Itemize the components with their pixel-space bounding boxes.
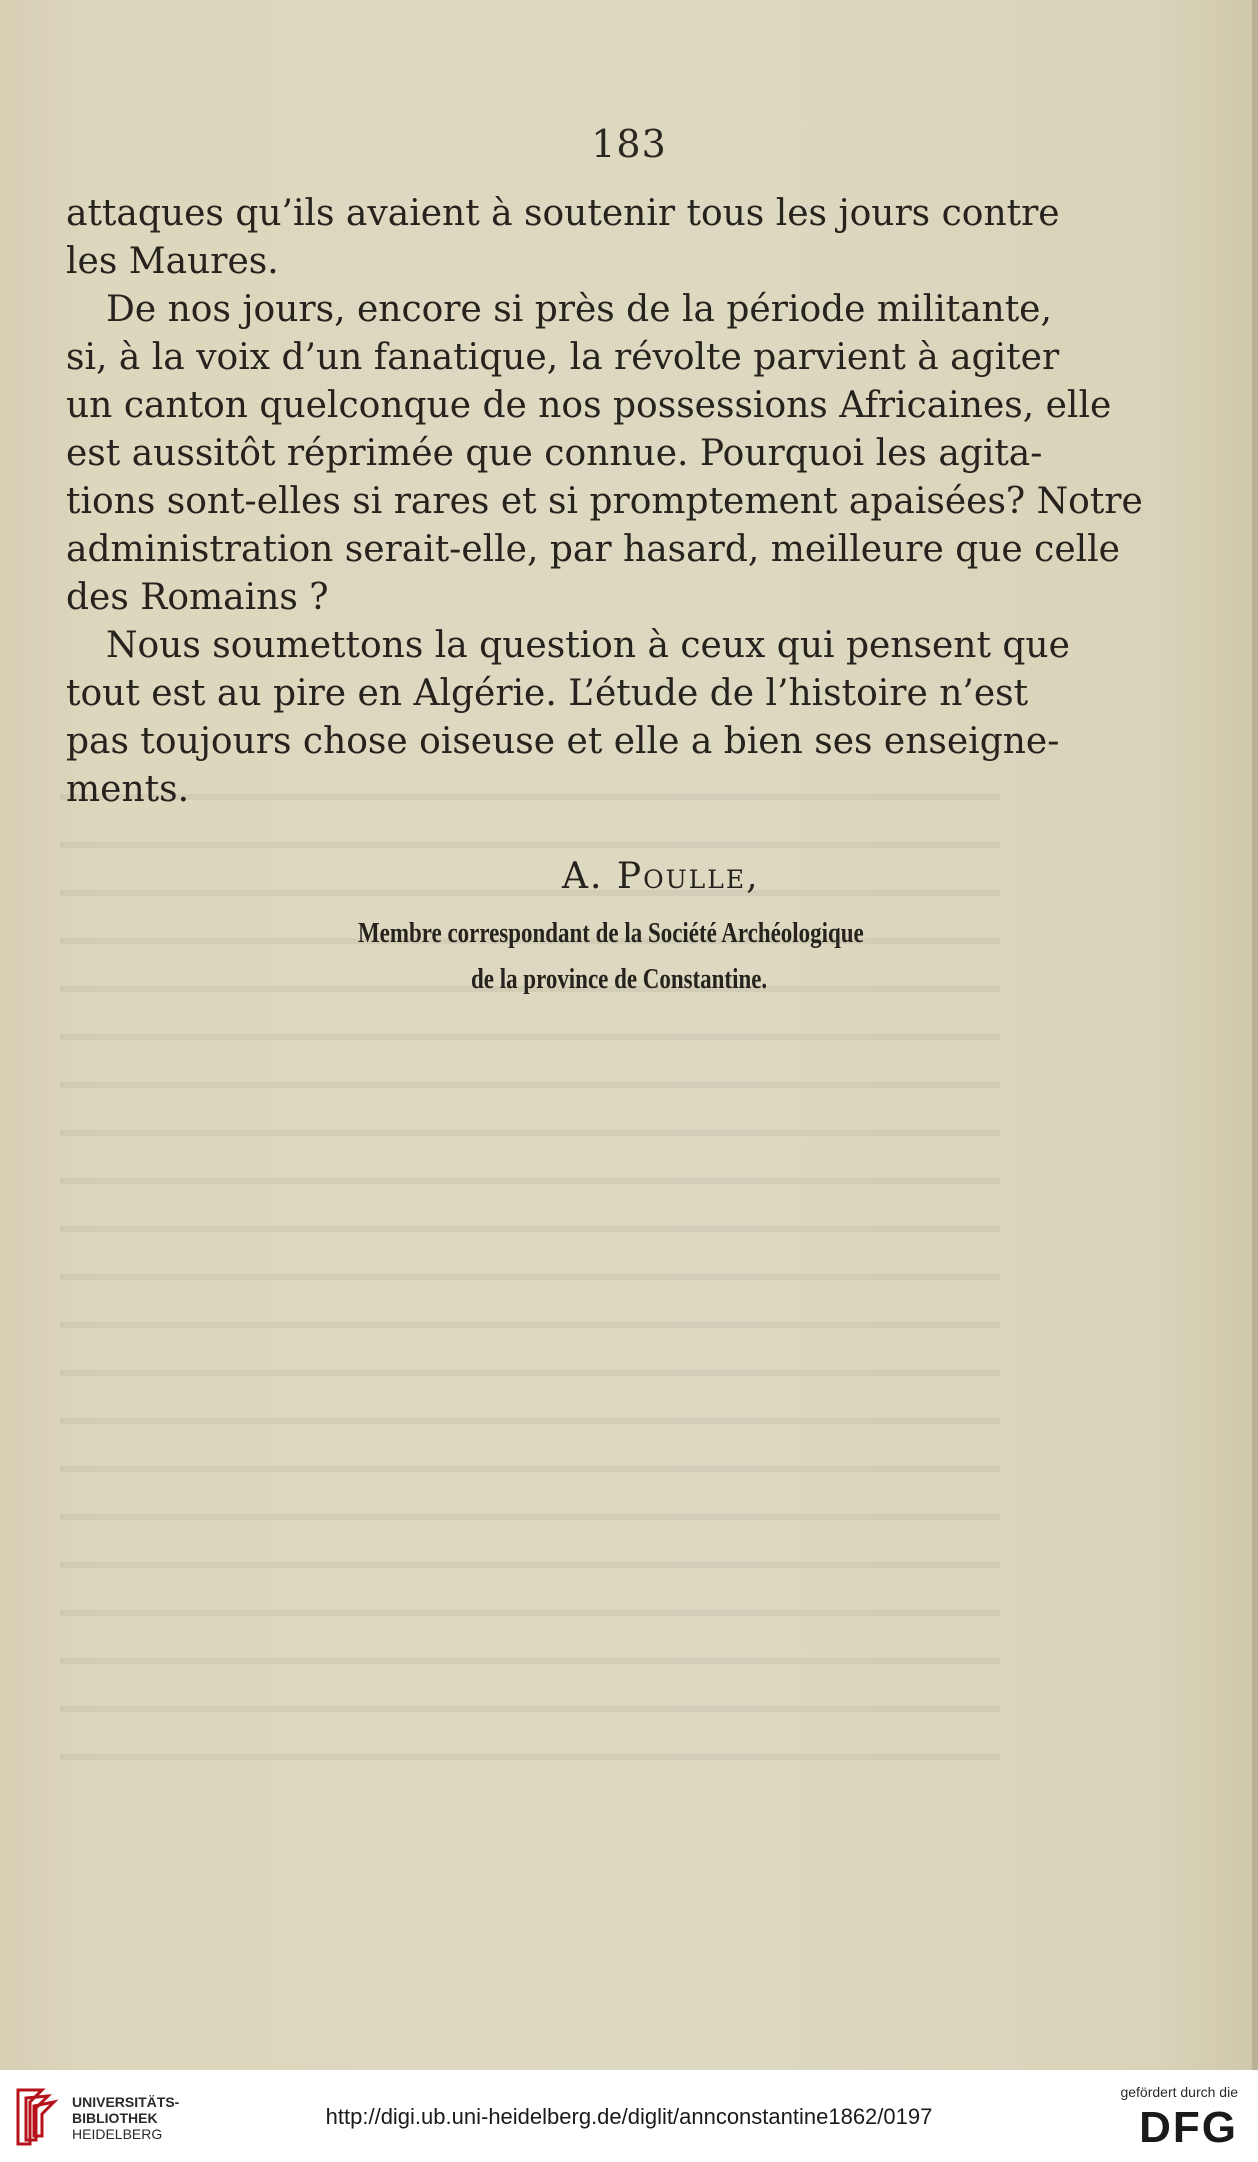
- viewer-footer: [0, 2070, 1258, 2162]
- institution-line: BIBLIOTHEK: [72, 2110, 158, 2126]
- paragraph-1: [66, 190, 1060, 286]
- text-line: les Maures.: [66, 241, 279, 282]
- text-line: attaques qu’ils avaient à soutenir tous les jours contre: [66, 193, 1060, 234]
- body-text: [66, 190, 1143, 814]
- text-line: ments.: [66, 769, 190, 810]
- text-line: administration serait-elle, par hasard, meilleure que celle: [66, 529, 1120, 570]
- author-role-line-1: Membre correspondant de la Société Archéologique: [358, 918, 864, 949]
- text-line: tions sont-elles si rares et si promptement apaisées? Notre: [66, 481, 1143, 522]
- text-line: pas toujours chose oiseuse et elle a bien ses enseigne-: [66, 721, 1060, 762]
- text-line: si, à la voix d’un fanatique, la révolte parvient à agiter: [66, 337, 1060, 378]
- text-line: Nous soumettons la question à ceux qui pensent que: [106, 625, 1070, 666]
- author-name: A. Poulle,: [562, 856, 760, 897]
- text-line: est aussitôt réprimée que connue. Pourquoi les agita-: [66, 433, 1043, 474]
- sponsor-label: gefördert durch die: [1120, 2084, 1238, 2100]
- author-role-line-2: de la province de Constantine.: [471, 964, 768, 995]
- dfg-logo: DFG: [1139, 2103, 1238, 2152]
- page-number: 183: [591, 122, 667, 166]
- text-line: tout est au pire en Algérie. L’étude de l’histoire n’est: [66, 673, 1029, 714]
- text-line: des Romains ?: [66, 577, 329, 618]
- paragraph-3: [66, 622, 1070, 814]
- text-line: De nos jours, encore si près de la période militante,: [106, 289, 1052, 330]
- institution-line: UNIVERSITÄTS-: [72, 2094, 180, 2110]
- paragraph-2: [66, 286, 1143, 622]
- text-line: un canton quelconque de nos possessions Africaines, elle: [66, 385, 1112, 426]
- institution-line: HEIDELBERG: [72, 2126, 163, 2142]
- permalink-url[interactable]: http://digi.ub.uni-heidelberg.de/diglit/annconstantine1862/0197: [325, 2104, 933, 2129]
